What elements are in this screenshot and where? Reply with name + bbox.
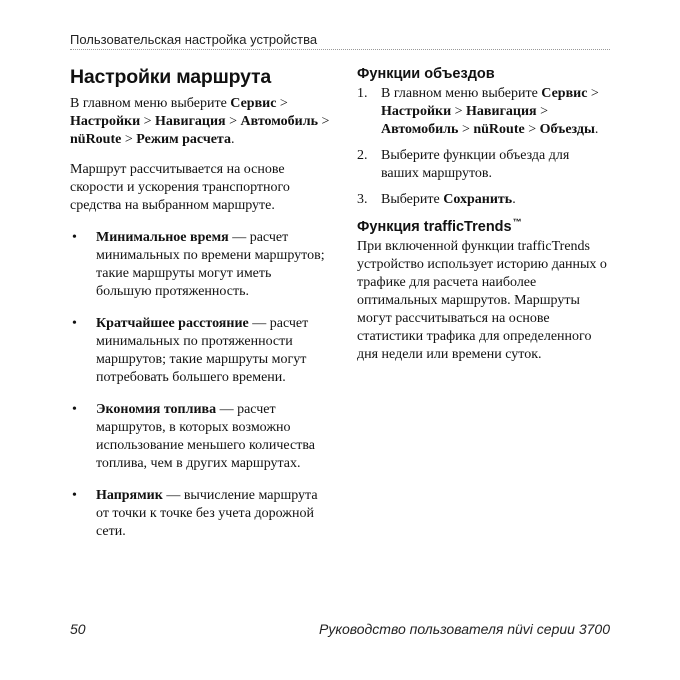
traffic-trends-title: Функция trafficTrends™ xyxy=(357,217,522,235)
bullet-icon: • xyxy=(72,316,77,331)
mode-term: Кратчайшее расстояние xyxy=(96,316,249,331)
detour-functions-title: Функции объездов xyxy=(357,66,495,82)
bullet-icon: • xyxy=(72,488,77,503)
route-mode-list xyxy=(70,229,330,541)
mode-term: Напрямик xyxy=(96,488,163,503)
left-column xyxy=(70,66,330,555)
mode-description: — вычисление маршрута от точки к точке без учета дорожной сети. xyxy=(96,488,318,539)
step-item: 2. Выберите функции объезда для ваших маршрутов. xyxy=(357,148,570,181)
route-settings-title: Настройки маршрута xyxy=(70,66,272,88)
mode-term: Экономия топлива xyxy=(96,402,217,417)
step-item: 1. В главном меню выберите Сервис > Настройки > Навигация > Автомобиль > nüRoute > Объезды. xyxy=(357,86,599,137)
header-divider xyxy=(70,49,610,50)
trademark-symbol: ™ xyxy=(512,217,522,227)
bullet-icon: • xyxy=(72,402,77,417)
detour-steps xyxy=(357,85,609,209)
manual-title: Руководство пользователя nüvi серии 3700 xyxy=(319,621,610,637)
right-column xyxy=(357,66,609,364)
step-item: 3. Выберите Сохранить. xyxy=(357,192,516,207)
list-item xyxy=(70,487,330,541)
list-item xyxy=(70,401,330,473)
step-number: 2. xyxy=(357,148,368,163)
mode-term: Минимальное время xyxy=(96,230,229,245)
step-number: 1. xyxy=(357,86,368,101)
route-calc-description: Маршрут рассчитывается на основе скорости и ускорения транспортного средства на выбранном маршруте. xyxy=(70,162,290,213)
route-settings-intro: В главном меню выберите Сервис > Настройки > Навигация > Автомобиль > nüRoute > Режим расчета. xyxy=(70,96,330,147)
page-number: 50 xyxy=(70,621,86,637)
mode-description: — расчет минимальных по времени маршрутов; такие маршруты могут иметь большую протяженность. xyxy=(96,230,325,299)
list-item xyxy=(70,315,330,387)
step-number: 3. xyxy=(357,192,368,207)
list-item xyxy=(70,229,330,301)
mode-description: — расчет минимальных по протяженности маршрутов; такие маршруты могут потребовать большего времени. xyxy=(96,316,309,385)
running-header: Пользовательская настройка устройства xyxy=(70,32,318,47)
traffic-trends-text: При включенной функции trafficTrends устройство использует историю данных о трафике для расчета наиболее оптимальных маршрутов. Маршруты могут рассчитываться на основе статистики трафика для определенного дня недели или времени суток. xyxy=(357,239,607,362)
bullet-icon: • xyxy=(72,230,77,245)
mode-description: — расчет маршрутов, в которых возможно использование меньшего количества топлива, чем в других маршрутах. xyxy=(96,402,315,471)
